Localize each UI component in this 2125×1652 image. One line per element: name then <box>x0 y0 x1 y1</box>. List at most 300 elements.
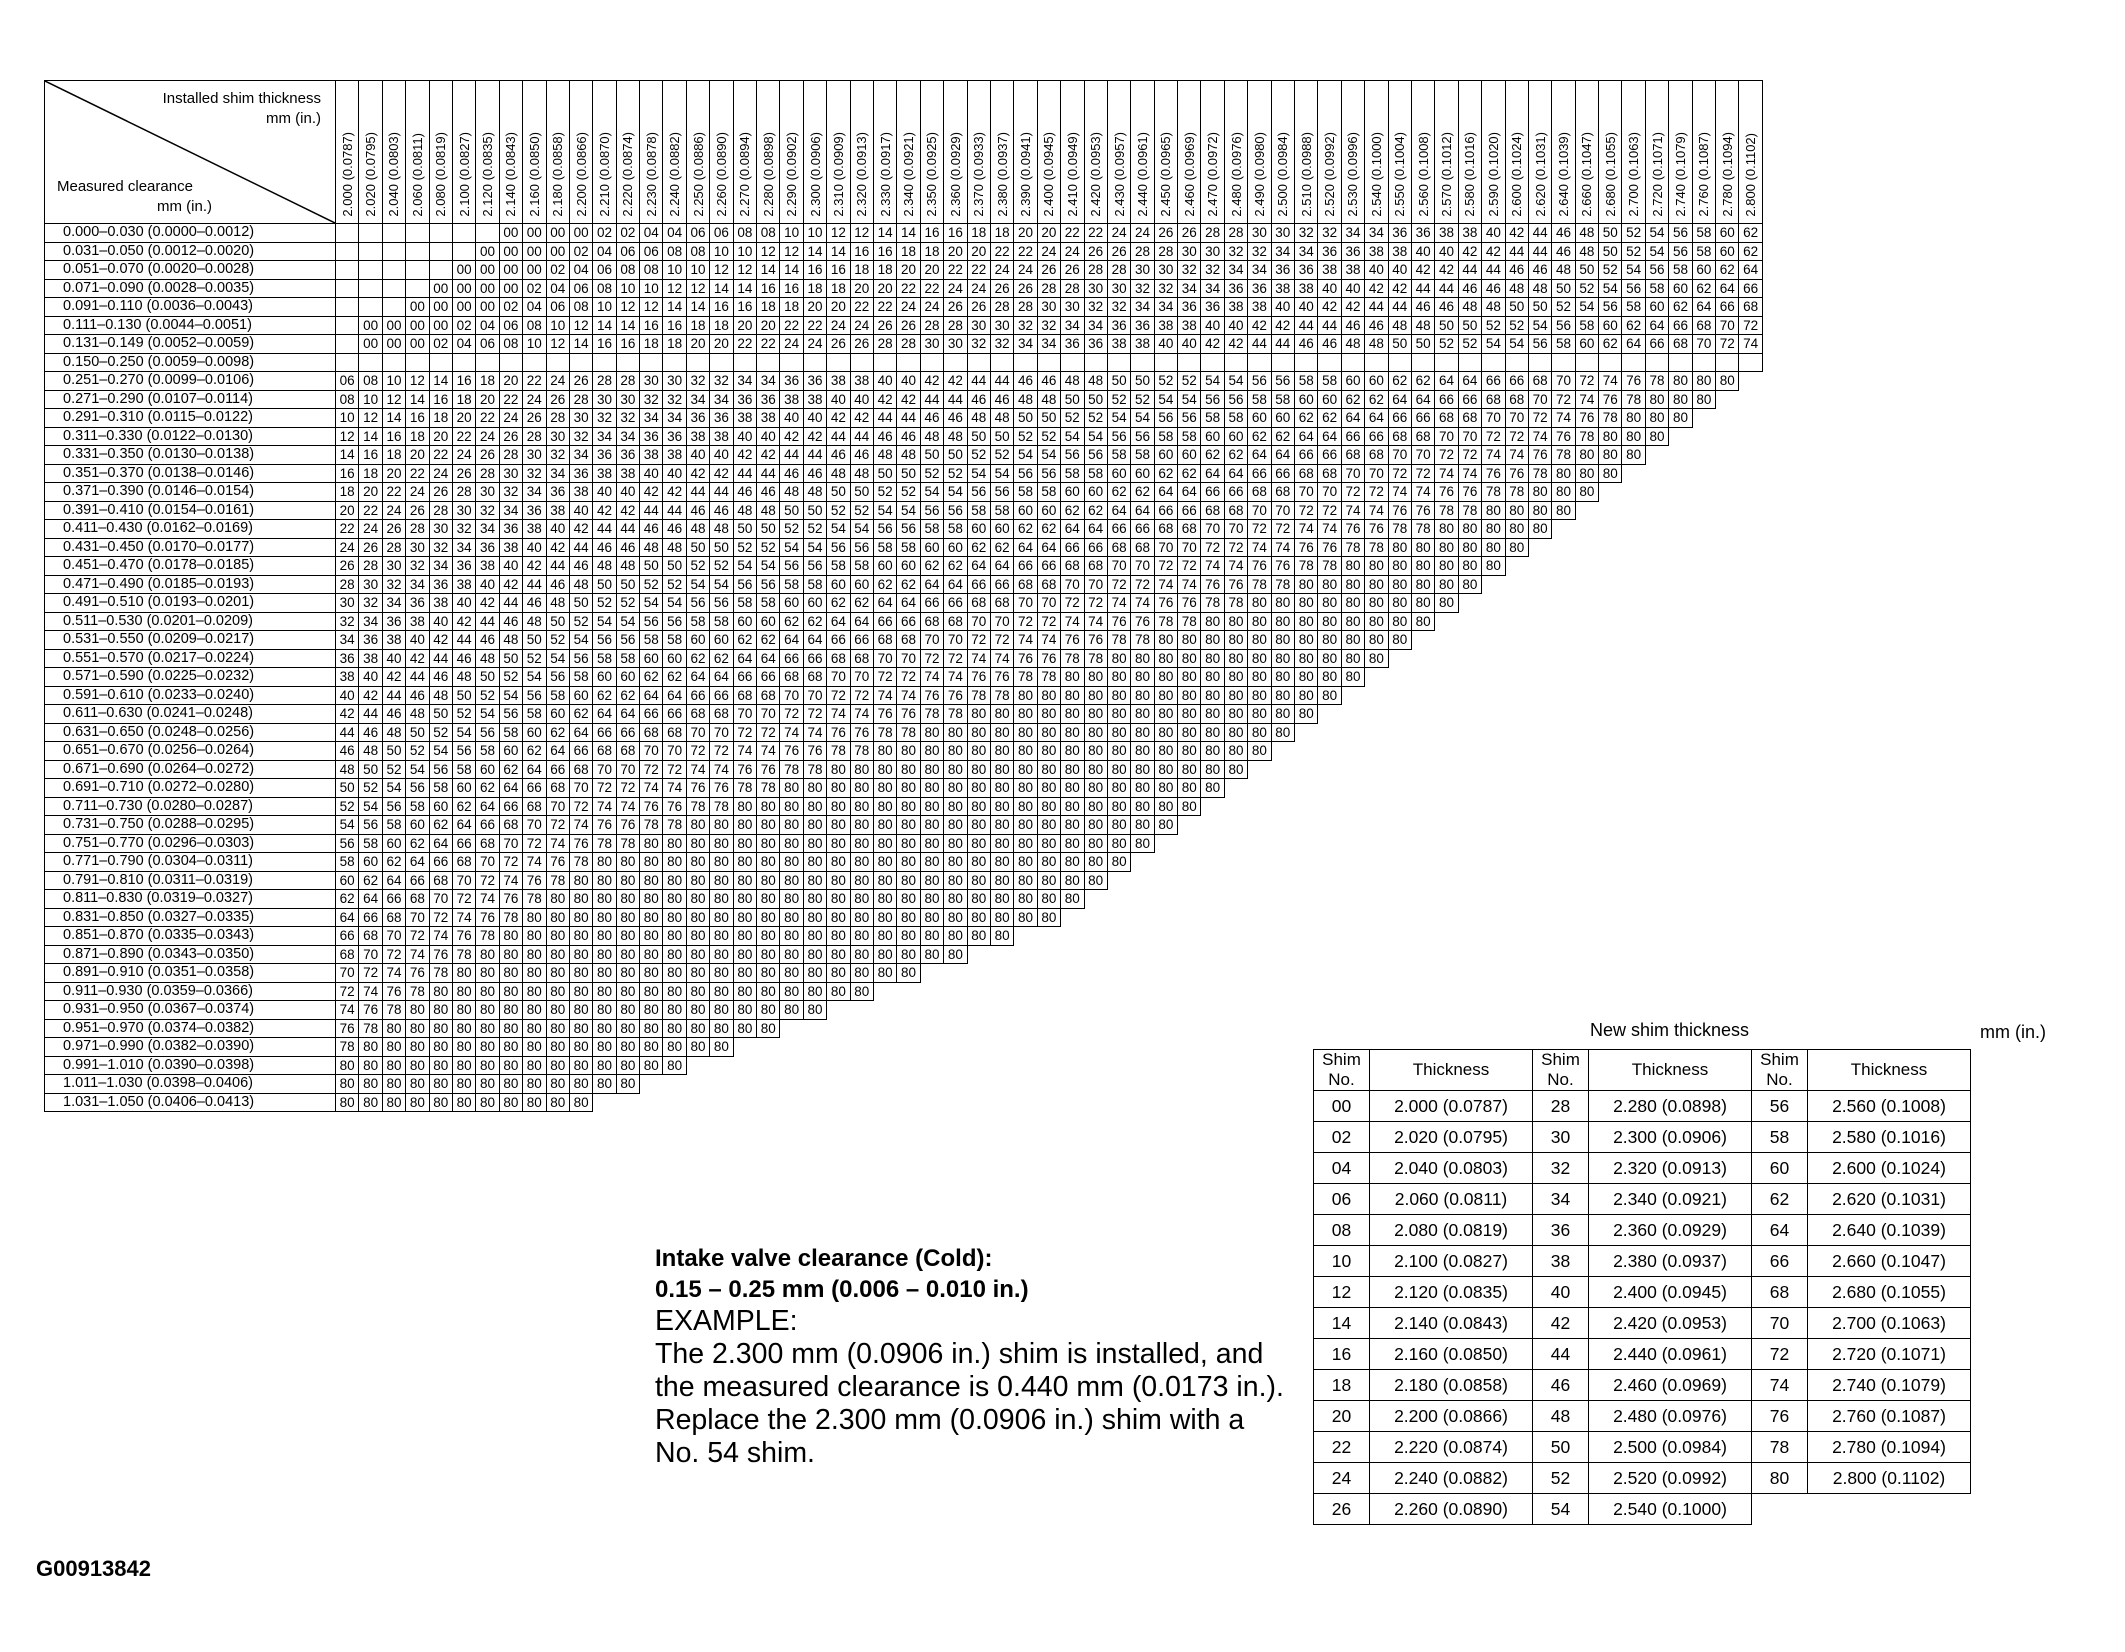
shim-cell <box>1388 742 1411 761</box>
shim-cell: 80 <box>1528 483 1551 502</box>
shim-cell <box>1599 723 1622 742</box>
shim-cell: 20 <box>710 335 733 354</box>
shim-cell: 80 <box>990 797 1013 816</box>
shim-cell: 72 <box>1014 612 1037 631</box>
shim-cell: 80 <box>803 964 826 983</box>
row-header-measured-clearance: 0.251–0.270 (0.0099–0.0106) <box>45 372 336 391</box>
shim-cell: 54 <box>616 612 639 631</box>
shim-cell: 56 <box>1107 427 1130 446</box>
shim-cell <box>406 279 429 298</box>
shim-cell <box>873 1075 896 1094</box>
shim-cell: 56 <box>1131 427 1154 446</box>
shim-cell: 00 <box>382 316 405 335</box>
shim-cell: 54 <box>873 501 896 520</box>
shim-cell: 56 <box>1271 372 1294 391</box>
shim-thickness: 2.800 (0.1102) <box>1808 1463 1971 1494</box>
shim-cell: 80 <box>1084 723 1107 742</box>
column-header-label: 2.680 (0.1055) <box>1602 132 1618 217</box>
shim-cell: 36 <box>476 538 499 557</box>
shim-cell: 80 <box>1107 686 1130 705</box>
shim-cell: 76 <box>1084 631 1107 650</box>
shim-cell <box>1645 631 1668 650</box>
column-header-label: 2.470 (0.0972) <box>1205 132 1221 217</box>
table-row <box>45 520 1763 539</box>
shim-cell: 52 <box>757 538 780 557</box>
shim-cell: 60 <box>382 834 405 853</box>
shim-cell: 80 <box>1248 631 1271 650</box>
shim-cell <box>1622 686 1645 705</box>
shim-cell: 68 <box>1528 372 1551 391</box>
shim-cell <box>1716 853 1739 872</box>
shim-cell: 70 <box>733 705 756 724</box>
shim-cell <box>1271 927 1294 946</box>
shim-cell: 74 <box>733 742 756 761</box>
shim-cell: 44 <box>336 723 359 742</box>
shim-cell <box>1131 927 1154 946</box>
shim-cell: 80 <box>920 816 943 835</box>
column-header-label: 2.510 (0.0988) <box>1298 132 1314 217</box>
shim-cell <box>1458 612 1481 631</box>
shim-cell: 80 <box>663 871 686 890</box>
shim-cell: 56 <box>1622 279 1645 298</box>
shim-number: 80 <box>1752 1463 1808 1494</box>
shim-cell <box>1178 964 1201 983</box>
shim-cell <box>1575 908 1598 927</box>
shim-cell: 80 <box>1388 612 1411 631</box>
column-header-label: 2.480 (0.0976) <box>1228 132 1244 217</box>
shim-cell <box>686 1075 709 1094</box>
shim-cell: 60 <box>476 760 499 779</box>
shim-cell <box>803 1019 826 1038</box>
shim-thickness: 2.760 (0.1087) <box>1808 1401 1971 1432</box>
shim-cell: 48 <box>1061 372 1084 391</box>
shim-cell <box>1552 779 1575 798</box>
shim-thickness: 2.740 (0.1079) <box>1808 1370 1971 1401</box>
shim-cell: 46 <box>780 464 803 483</box>
shim-cell: 48 <box>476 649 499 668</box>
shim-cell: 70 <box>686 723 709 742</box>
shim-cell <box>1178 1001 1201 1020</box>
shim-cell <box>1341 353 1364 372</box>
shim-cell: 80 <box>1248 686 1271 705</box>
shim-number: 30 <box>1533 1122 1589 1153</box>
row-header-measured-clearance: 0.811–0.830 (0.0319–0.0327) <box>45 890 336 909</box>
column-header-label: 2.550 (0.1004) <box>1392 132 1408 217</box>
shim-cell: 44 <box>686 483 709 502</box>
shim-cell: 76 <box>429 945 452 964</box>
shim-cell <box>1318 1001 1341 1020</box>
shim-cell: 80 <box>476 1075 499 1094</box>
shim-cell <box>1622 501 1645 520</box>
thickness-header: Thickness <box>1808 1050 1971 1091</box>
shim-cell: 22 <box>733 335 756 354</box>
shim-cell: 36 <box>1248 279 1271 298</box>
shim-cell <box>1575 723 1598 742</box>
shim-cell: 80 <box>1341 631 1364 650</box>
column-header-installed-shim <box>1505 81 1528 224</box>
shim-cell: 80 <box>1014 779 1037 798</box>
shim-cell: 68 <box>1295 464 1318 483</box>
shim-cell: 32 <box>686 372 709 391</box>
shim-cell: 62 <box>1271 427 1294 446</box>
row-header-measured-clearance: 0.651–0.670 (0.0256–0.0264) <box>45 742 336 761</box>
shim-cell: 76 <box>1482 464 1505 483</box>
shim-cell: 70 <box>1552 372 1575 391</box>
shim-cell <box>1341 723 1364 742</box>
shim-cell: 60 <box>429 797 452 816</box>
column-header-label: 2.370 (0.0933) <box>971 132 987 217</box>
shim-cell: 52 <box>873 483 896 502</box>
shim-cell <box>1131 1019 1154 1038</box>
shim-cell: 46 <box>1482 279 1505 298</box>
shim-cell <box>1318 816 1341 835</box>
shim-cell: 80 <box>640 853 663 872</box>
shim-cell: 80 <box>757 797 780 816</box>
shim-cell: 80 <box>663 1001 686 1020</box>
shim-cell: 26 <box>359 538 382 557</box>
shim-cell: 34 <box>757 372 780 391</box>
shim-cell: 46 <box>897 427 920 446</box>
shim-cell: 64 <box>499 779 522 798</box>
shim-cell: 68 <box>1084 557 1107 576</box>
shim-cell <box>1716 649 1739 668</box>
shim-cell: 80 <box>990 834 1013 853</box>
shim-cell <box>1575 557 1598 576</box>
shim-cell <box>1388 686 1411 705</box>
shim-cell <box>873 1093 896 1112</box>
column-header-installed-shim <box>1458 81 1481 224</box>
shim-cell <box>1154 834 1177 853</box>
shim-cell: 80 <box>1692 372 1715 391</box>
shim-cell: 44 <box>429 649 452 668</box>
shim-cell: 50 <box>873 464 896 483</box>
table-row <box>45 594 1763 613</box>
shim-cell: 38 <box>593 464 616 483</box>
shim-cell: 64 <box>359 890 382 909</box>
column-header-installed-shim <box>1716 81 1739 224</box>
shim-cell: 42 <box>1435 261 1458 280</box>
shim-cell <box>920 982 943 1001</box>
shim-cell <box>1271 816 1294 835</box>
shim-cell: 80 <box>733 890 756 909</box>
shim-cell: 20 <box>897 261 920 280</box>
shim-cell: 64 <box>1107 501 1130 520</box>
shim-cell: 68 <box>523 797 546 816</box>
shim-cell: 68 <box>663 723 686 742</box>
shim-cell: 12 <box>336 427 359 446</box>
shim-cell: 80 <box>616 1075 639 1094</box>
shim-cell: 80 <box>452 1093 475 1112</box>
shim-cell: 10 <box>663 261 686 280</box>
shim-cell <box>1248 1075 1271 1094</box>
shim-cell: 60 <box>1318 390 1341 409</box>
shim-cell <box>1599 908 1622 927</box>
column-header-installed-shim <box>1411 81 1434 224</box>
shim-cell: 80 <box>523 964 546 983</box>
column-header-label: 2.700 (0.1063) <box>1626 132 1642 217</box>
shim-cell: 68 <box>1365 446 1388 465</box>
shim-cell: 68 <box>359 927 382 946</box>
shim-cell: 76 <box>546 853 569 872</box>
shim-cell: 78 <box>944 705 967 724</box>
shim-cell: 44 <box>406 668 429 687</box>
shim-cell: 36 <box>1388 224 1411 243</box>
shim-cell <box>336 335 359 354</box>
shim-cell <box>1552 612 1575 631</box>
shim-cell: 48 <box>1341 335 1364 354</box>
shim-cell: 78 <box>967 686 990 705</box>
shim-cell: 42 <box>1411 261 1434 280</box>
shim-cell <box>1575 760 1598 779</box>
shim-cell: 80 <box>1107 649 1130 668</box>
shim-cell <box>1645 520 1668 539</box>
shim-cell <box>1692 557 1715 576</box>
shim-cell: 12 <box>710 261 733 280</box>
shim-cell: 52 <box>897 483 920 502</box>
shim-cell <box>1458 908 1481 927</box>
shim-cell: 40 <box>593 483 616 502</box>
table-row <box>45 335 1763 354</box>
shim-cell: 56 <box>1599 298 1622 317</box>
shim-cell: 58 <box>663 631 686 650</box>
shim-cell: 36 <box>640 427 663 446</box>
shim-cell <box>1318 779 1341 798</box>
shim-cell: 70 <box>499 834 522 853</box>
shim-cell: 52 <box>1458 335 1481 354</box>
shim-cell <box>1669 631 1692 650</box>
shim-cell: 50 <box>336 779 359 798</box>
column-header-installed-shim <box>1201 81 1224 224</box>
shim-cell <box>382 242 405 261</box>
shim-cell: 80 <box>1107 742 1130 761</box>
shim-cell: 80 <box>569 1038 592 1057</box>
shim-cell: 64 <box>663 686 686 705</box>
shim-cell: 54 <box>593 612 616 631</box>
shim-cell: 80 <box>897 779 920 798</box>
shim-cell <box>1645 668 1668 687</box>
shim-cell: 80 <box>569 927 592 946</box>
shim-cell: 30 <box>1248 224 1271 243</box>
shim-cell: 22 <box>382 483 405 502</box>
shim-cell <box>757 1038 780 1057</box>
shim-cell <box>897 1038 920 1057</box>
shim-cell: 80 <box>640 834 663 853</box>
shim-cell: 70 <box>1107 557 1130 576</box>
shim-cell: 34 <box>452 538 475 557</box>
shim-cell: 50 <box>733 520 756 539</box>
shim-cell: 64 <box>1388 390 1411 409</box>
new-shim-table <box>1313 1049 1971 1525</box>
shim-cell: 60 <box>569 686 592 705</box>
shim-cell <box>1552 557 1575 576</box>
shim-cell <box>780 1019 803 1038</box>
column-header-installed-shim <box>546 81 569 224</box>
shim-cell: 46 <box>640 520 663 539</box>
shim-cell: 16 <box>873 242 896 261</box>
shim-cell <box>1341 779 1364 798</box>
shim-cell: 74 <box>429 927 452 946</box>
column-header-label: 2.180 (0.0858) <box>550 132 566 217</box>
shim-cell: 44 <box>827 427 850 446</box>
shim-cell <box>640 1075 663 1094</box>
shim-cell: 80 <box>897 853 920 872</box>
shim-cell <box>920 353 943 372</box>
shim-cell <box>1014 1075 1037 1094</box>
shim-cell <box>1482 723 1505 742</box>
shim-cell <box>1505 612 1528 631</box>
shim-cell <box>1388 982 1411 1001</box>
shim-cell: 80 <box>1692 390 1715 409</box>
shim-cell: 48 <box>1458 298 1481 317</box>
shim-cell <box>1739 723 1762 742</box>
shim-cell: 72 <box>897 668 920 687</box>
shim-cell <box>1411 631 1434 650</box>
shim-cell <box>1575 834 1598 853</box>
shim-cell: 80 <box>429 1056 452 1075</box>
column-header-label: 2.560 (0.1008) <box>1415 132 1431 217</box>
shim-cell <box>1061 1001 1084 1020</box>
shim-cell <box>1505 575 1528 594</box>
shim-cell: 70 <box>780 686 803 705</box>
shim-cell: 74 <box>967 649 990 668</box>
shim-number: 72 <box>1752 1339 1808 1370</box>
column-header-label: 2.310 (0.0909) <box>830 132 846 217</box>
shim-cell <box>569 353 592 372</box>
shim-cell <box>1622 631 1645 650</box>
shim-cell: 80 <box>1154 742 1177 761</box>
shim-cell: 62 <box>1248 427 1271 446</box>
shim-cell <box>1154 353 1177 372</box>
shim-cell: 80 <box>1435 594 1458 613</box>
shim-cell <box>1669 927 1692 946</box>
shim-cell: 64 <box>1248 446 1271 465</box>
shim-cell: 80 <box>944 834 967 853</box>
shim-cell: 80 <box>1154 649 1177 668</box>
shim-cell: 80 <box>873 834 896 853</box>
shim-cell: 76 <box>616 816 639 835</box>
shim-cell: 80 <box>1575 464 1598 483</box>
shim-cell: 80 <box>686 871 709 890</box>
row-header-measured-clearance: 0.451–0.470 (0.0178–0.0185) <box>45 557 336 576</box>
shim-cell <box>1014 1093 1037 1112</box>
column-header-label: 2.590 (0.1020) <box>1485 132 1501 217</box>
column-header-label: 2.570 (0.1012) <box>1439 132 1455 217</box>
shim-cell: 52 <box>616 594 639 613</box>
shim-cell <box>1669 705 1692 724</box>
shim-cell: 62 <box>990 538 1013 557</box>
shim-cell <box>1224 1019 1247 1038</box>
shim-cell: 04 <box>663 224 686 243</box>
shim-cell <box>1645 779 1668 798</box>
shim-cell: 40 <box>850 390 873 409</box>
shim-number: 14 <box>1314 1308 1370 1339</box>
shim-cell: 80 <box>1131 705 1154 724</box>
shim-cell: 70 <box>990 612 1013 631</box>
shim-cell: 80 <box>757 908 780 927</box>
shim-cell: 78 <box>1224 594 1247 613</box>
shim-cell: 50 <box>1061 390 1084 409</box>
shim-cell <box>1295 964 1318 983</box>
shim-cell <box>640 1093 663 1112</box>
shim-cell <box>1669 483 1692 502</box>
shim-cell <box>1084 908 1107 927</box>
shim-cell: 80 <box>1271 668 1294 687</box>
shim-cell: 22 <box>429 446 452 465</box>
shim-thickness: 2.640 (0.1039) <box>1808 1215 1971 1246</box>
shim-cell <box>1248 760 1271 779</box>
shim-cell: 66 <box>1669 316 1692 335</box>
shim-cell: 50 <box>382 742 405 761</box>
shim-cell: 80 <box>1037 871 1060 890</box>
shim-cell: 38 <box>1248 298 1271 317</box>
shim-cell: 32 <box>546 446 569 465</box>
row-header-measured-clearance: 0.751–0.770 (0.0296–0.0303) <box>45 834 336 853</box>
shim-cell: 80 <box>686 982 709 1001</box>
shim-cell <box>1599 760 1622 779</box>
shim-cell: 70 <box>967 612 990 631</box>
shim-cell: 80 <box>523 927 546 946</box>
shim-cell: 72 <box>616 779 639 798</box>
shim-cell: 06 <box>569 279 592 298</box>
shim-cell <box>1248 945 1271 964</box>
shim-cell: 66 <box>944 594 967 613</box>
shim-cell: 50 <box>1505 298 1528 317</box>
shim-cell: 20 <box>336 501 359 520</box>
shim-number: 38 <box>1533 1246 1589 1277</box>
shim-cell <box>1575 742 1598 761</box>
shim-cell: 00 <box>499 279 522 298</box>
shim-cell: 80 <box>593 1019 616 1038</box>
shim-cell: 50 <box>523 631 546 650</box>
shim-cell <box>1505 723 1528 742</box>
shim-cell: 68 <box>499 816 522 835</box>
shim-cell: 80 <box>1084 797 1107 816</box>
shim-cell: 76 <box>1295 538 1318 557</box>
shim-cell <box>1552 890 1575 909</box>
shim-cell: 34 <box>616 427 639 446</box>
shim-cell: 00 <box>476 279 499 298</box>
shim-cell: 06 <box>476 335 499 354</box>
shim-cell: 68 <box>803 668 826 687</box>
shim-cell: 80 <box>990 760 1013 779</box>
shim-cell: 80 <box>780 890 803 909</box>
shim-cell <box>1388 927 1411 946</box>
shim-cell: 80 <box>803 1001 826 1020</box>
shim-cell <box>1575 538 1598 557</box>
shim-cell: 38 <box>1388 242 1411 261</box>
shim-cell <box>1552 723 1575 742</box>
shim-cell <box>1528 575 1551 594</box>
shim-cell: 80 <box>1014 705 1037 724</box>
shim-cell <box>1669 594 1692 613</box>
shim-cell: 80 <box>523 1093 546 1112</box>
shim-cell <box>1505 557 1528 576</box>
shim-cell: 74 <box>476 890 499 909</box>
shim-cell <box>780 1075 803 1094</box>
shim-cell: 22 <box>1061 224 1084 243</box>
shim-cell <box>944 1093 967 1112</box>
shim-cell: 74 <box>1599 372 1622 391</box>
shim-cell <box>1692 594 1715 613</box>
shim-cell: 80 <box>1669 390 1692 409</box>
shim-cell <box>1435 705 1458 724</box>
shim-row <box>1314 1277 1971 1308</box>
shim-cell: 00 <box>523 224 546 243</box>
column-header-label: 2.220 (0.0874) <box>620 132 636 217</box>
shim-cell: 58 <box>780 575 803 594</box>
shim-cell <box>1318 982 1341 1001</box>
shim-cell: 20 <box>850 279 873 298</box>
